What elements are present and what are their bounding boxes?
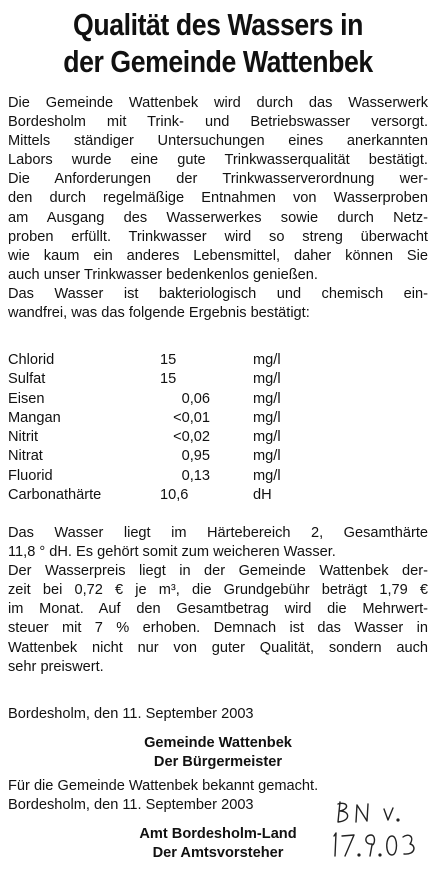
parameter-unit: dH [253,487,272,504]
parameter-value: <0,02 [173,429,210,446]
parameter-value: 10,6 [160,487,189,504]
text-line: am Ausgang des Wasserwerkes sowie durch Netz- [8,209,428,226]
parameter-unit: mg/l [253,429,281,446]
parameter-name: Carbonathärte [8,487,102,504]
text-line: Die Gemeinde Wattenbek wird durch das Wasserwerk [8,95,428,111]
parameter-name: Mangan [8,409,61,426]
parameter-unit: mg/l [253,409,281,426]
parameter-value: 15 [160,352,177,368]
parameter-value: 0,95 [181,448,210,465]
place-date: Bordesholm, den 11. September 2003 [8,706,254,722]
table-row [8,409,428,428]
text-line: Labors wurde eine gute Trinkwasserqualität bestätigt. [8,152,428,169]
signature-block [0,734,436,772]
text-line: Wattenbek nicht nur von guter Qualität, sondern auch [8,639,428,656]
text-line: proben erfüllt. Trinkwasser wird so streng überwacht [8,228,428,245]
announcement: Für die Gemeinde Wattenbek bekannt gemacht. [8,778,319,794]
parameter-unit: mg/l [253,448,281,465]
signature-title: Der Bürgermeister [153,754,283,770]
results-table [8,351,428,505]
text-line: Mittels ständiger Untersuchungen eines anerkannten [8,133,428,150]
text-line: zeit bei 0,72 € je m³, die Grundgebühr beträgt 1,79 € [8,582,428,599]
text-line: den durch regelmäßige Entnahmen von Wasserproben [8,190,428,207]
text-line: wie kaum ein anderes Lebensmittel, daher können Sie [8,247,428,264]
signature-org: Gemeinde Wattenbek [144,735,292,751]
table-row [8,486,428,505]
table-row [8,390,428,409]
table-row [8,370,428,389]
text-line: Bordesholm mit Trink- und Betriebswasser versorgt. [8,114,428,131]
signature-org: Amt Bordesholm-Land [139,826,297,842]
parameter-name: Nitrat [8,448,43,465]
parameter-unit: mg/l [253,390,281,407]
handwritten-note [326,798,426,872]
parameter-unit: mg/l [253,467,281,484]
title-line-1: Qualität des Wassers in [73,7,363,42]
table-row [8,351,428,370]
table-row [8,447,428,466]
title-line-2: der Gemeinde Wattenbek [63,44,373,79]
parameter-unit: mg/l [253,371,281,388]
text-line: wandfrei, was das folgende Ergebnis bestätigt: [8,305,310,322]
parameter-unit: mg/l [253,352,281,368]
parameter-name: Eisen [8,390,45,407]
outro-paragraph [8,524,428,677]
parameter-value: <0,01 [173,409,210,426]
parameter-name: Nitrit [8,429,38,446]
article-title [31,6,406,80]
text-line: Das Wasser liegt im Härtebereich 2, Gesamthärte [8,525,428,541]
parameter-value: 15 [160,371,177,388]
text-line: im Monat. Auf den Gesamtbetrag wird die Mehrwert- [8,601,428,618]
text-line: Das Wasser ist bakteriologisch und chemisch ein- [8,285,428,302]
text-line: Der Wasserpreis liegt in der Gemeinde Wattenbek der- [8,563,428,580]
parameter-value: 0,06 [181,390,210,407]
table-row [8,467,428,486]
text-line: steuer mit 7 % erhoben. Demnach ist das Wasser in [8,620,428,637]
signature-title: Der Amtsvorsteher [152,845,284,861]
parameter-name: Fluorid [8,467,53,484]
text-line: auch unser Trinkwasser bedenkenlos genießen. [8,266,318,283]
table-row [8,428,428,447]
parameter-value: 0,13 [181,467,210,484]
text-line: Die Anforderungen der Trinkwasserverordnung wer- [8,171,428,188]
parameter-name: Sulfat [8,371,46,388]
intro-paragraph [8,94,428,323]
text-line: sehr preiswert. [8,658,104,675]
parameter-name: Chlorid [8,352,55,368]
text-line: 11,8 ° dH. Es gehört somit zum weicheren Wasser. [8,544,336,561]
place-date: Bordesholm, den 11. September 2003 [8,797,254,813]
